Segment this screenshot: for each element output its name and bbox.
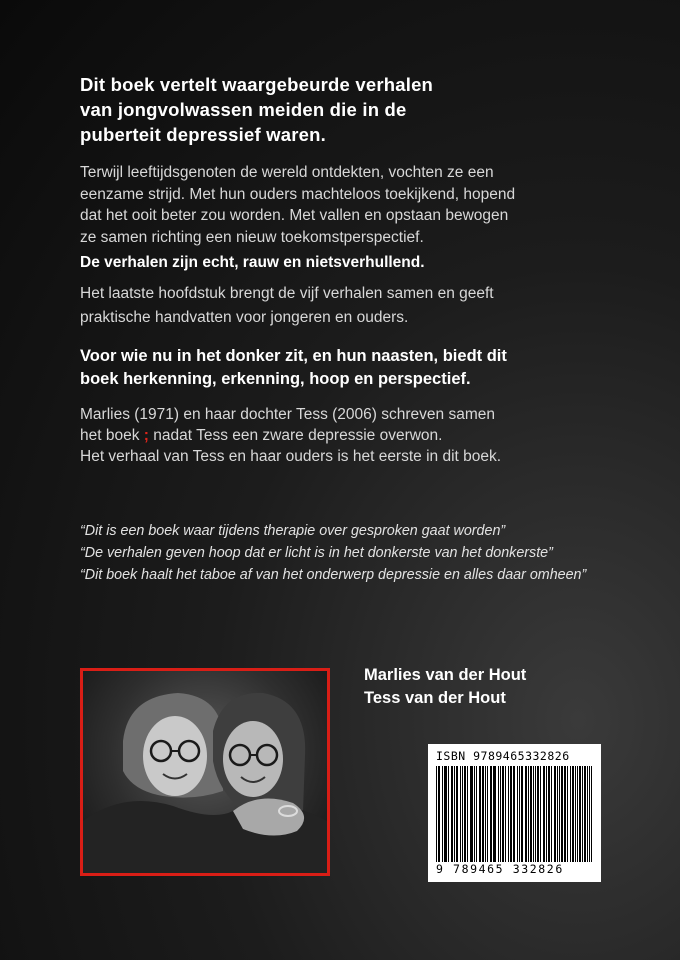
barcode-bar bbox=[476, 766, 477, 862]
barcode-bar bbox=[471, 766, 472, 862]
barcode-bar bbox=[436, 766, 437, 862]
barcode-bar bbox=[565, 766, 566, 862]
barcode-bar bbox=[500, 766, 501, 862]
barcode-bar bbox=[517, 766, 518, 862]
barcode-bar bbox=[557, 766, 558, 862]
barcode-bar bbox=[526, 766, 527, 862]
barcode-bar bbox=[546, 766, 547, 862]
author-photo bbox=[80, 668, 330, 876]
back-cover-intro bbox=[80, 72, 600, 147]
barcode-bar bbox=[472, 766, 473, 862]
barcode-bar bbox=[446, 766, 447, 862]
barcode-bar bbox=[519, 766, 520, 862]
barcode-bar bbox=[562, 766, 563, 862]
paragraph-line: Terwijl leeftijdsgenoten de wereld ontdekten, vochten ze een bbox=[80, 164, 494, 181]
paragraph-line: ze samen richting een nieuw toekomstperspectief. bbox=[80, 228, 424, 246]
semicolon-mark: ; bbox=[143, 427, 149, 444]
author-name: Tess van der Hout bbox=[364, 689, 506, 707]
intro-line: puberteit depressief waren. bbox=[80, 124, 326, 145]
barcode-bar bbox=[485, 766, 486, 862]
authors-bio-paragraph bbox=[80, 404, 600, 467]
barcode-bar bbox=[439, 766, 440, 862]
barcode-bar bbox=[528, 766, 529, 862]
paragraph-line: Het verhaal van Tess en haar ouders is het eerste in dit boek. bbox=[80, 448, 502, 465]
barcode-bar bbox=[508, 766, 509, 862]
barcode-bar bbox=[549, 766, 550, 862]
paragraph-line: dat het ooit beter zou worden. Met vallen en opstaan bewogen bbox=[80, 207, 509, 224]
barcode-bar bbox=[457, 766, 458, 862]
barcode-bar bbox=[490, 766, 491, 862]
review-quotes bbox=[80, 520, 640, 586]
review-quote: “Dit is een boek waar tijdens therapie over gesproken gaat worden” bbox=[80, 523, 506, 539]
barcode-bar bbox=[442, 766, 443, 862]
barcode-bar bbox=[502, 766, 503, 862]
barcode-bar bbox=[561, 766, 562, 862]
barcode-bar bbox=[538, 766, 539, 862]
barcode-bar bbox=[580, 766, 581, 862]
barcode-bar bbox=[444, 766, 445, 862]
barcode-bar bbox=[587, 766, 588, 862]
text-span: nadat Tess een zware depressie overwon. bbox=[148, 427, 443, 444]
barcode-bar bbox=[533, 766, 534, 862]
barcode-bar bbox=[567, 766, 568, 862]
last-chapter-paragraph bbox=[80, 282, 600, 330]
barcode-bar bbox=[537, 766, 538, 862]
barcode-bar bbox=[521, 766, 522, 862]
barcode-bar bbox=[480, 766, 481, 862]
author-photo-illustration bbox=[83, 671, 327, 873]
barcode-bar bbox=[585, 766, 586, 862]
barcode-bar bbox=[479, 766, 480, 862]
review-quote: “De verhalen geven hoop dat er licht is in het donkerste van het donkerste” bbox=[80, 545, 553, 561]
barcode-bar bbox=[510, 766, 511, 862]
paragraph-line bbox=[80, 425, 600, 446]
barcode-bar bbox=[530, 766, 531, 862]
barcode-bar bbox=[573, 766, 574, 862]
barcode-bar bbox=[551, 766, 552, 862]
barcode-bar bbox=[491, 766, 492, 862]
barcode-bar bbox=[522, 766, 523, 862]
barcode-bar bbox=[438, 766, 439, 862]
barcode-bar bbox=[582, 766, 583, 862]
barcode-bar bbox=[572, 766, 573, 862]
paragraph-line: Marlies (1971) en haar dochter Tess (2006) schreven samen bbox=[80, 406, 495, 423]
intro-line: Dit boek vertelt waargebeurde verhalen bbox=[80, 74, 434, 95]
barcode-bar bbox=[591, 766, 592, 862]
emphasis-statement: De verhalen zijn echt, rauw en nietsverhullend. bbox=[80, 254, 425, 271]
barcode-bar bbox=[456, 766, 457, 862]
paragraph-line: eenzame strijd. Met hun ouders machteloos toekijkend, hopend bbox=[80, 185, 516, 203]
barcode-bar bbox=[570, 766, 571, 862]
barcode-bar bbox=[511, 766, 512, 862]
barcode-bar bbox=[467, 766, 468, 862]
barcode-bar bbox=[555, 766, 556, 862]
barcode-bar bbox=[454, 766, 455, 862]
isbn-barcode bbox=[428, 744, 601, 882]
barcode-bar bbox=[495, 766, 496, 862]
barcode-bar bbox=[464, 766, 465, 862]
barcode-bar bbox=[513, 766, 514, 862]
author-names bbox=[364, 664, 526, 710]
statement-line: Voor wie nu in het donker zit, en hun naasten, biedt dit bbox=[80, 347, 507, 365]
barcode-bar bbox=[554, 766, 555, 862]
barcode-bars bbox=[436, 766, 593, 862]
barcode-bar bbox=[460, 766, 461, 862]
barcode-bar bbox=[505, 766, 506, 862]
barcode-bar bbox=[540, 766, 541, 862]
barcode-bar bbox=[575, 766, 576, 862]
text-span: het boek bbox=[80, 427, 144, 444]
paragraph-line: praktische handvatten voor jongeren en ouders. bbox=[80, 309, 409, 326]
barcode-bar bbox=[465, 766, 466, 862]
barcode-bar bbox=[564, 766, 565, 862]
barcode-bar bbox=[470, 766, 471, 862]
barcode-bar bbox=[448, 766, 449, 862]
author-name: Marlies van der Hout bbox=[364, 666, 527, 684]
barcode-bar bbox=[548, 766, 549, 862]
barcode-bar bbox=[451, 766, 452, 862]
barcode-bar bbox=[514, 766, 515, 862]
barcode-number: 9 789465 332826 bbox=[436, 862, 564, 876]
barcode-bar bbox=[452, 766, 453, 862]
statement-line: boek herkenning, erkenning, hoop en perspectief. bbox=[80, 370, 471, 388]
barcode-bar bbox=[462, 766, 463, 862]
barcode-bar bbox=[498, 766, 499, 862]
barcode-bar bbox=[445, 766, 446, 862]
barcode-bar bbox=[482, 766, 483, 862]
barcode-bar bbox=[589, 766, 590, 862]
barcode-bar bbox=[584, 766, 585, 862]
isbn-label: ISBN 9789465332826 bbox=[436, 749, 570, 763]
review-quote: “Dit boek haalt het taboe af van het onderwerp depressie en alles daar omheen” bbox=[80, 567, 587, 583]
barcode-bar bbox=[579, 766, 580, 862]
barcode-bar bbox=[577, 766, 578, 862]
barcode-bar bbox=[535, 766, 536, 862]
barcode-bar bbox=[543, 766, 544, 862]
barcode-bar bbox=[559, 766, 560, 862]
barcode-bar bbox=[487, 766, 488, 862]
paragraph-line: Het laatste hoofdstuk brengt de vijf verhalen samen en geeft bbox=[80, 285, 494, 302]
barcode-bar bbox=[525, 766, 526, 862]
barcode-bar bbox=[544, 766, 545, 862]
barcode-bar bbox=[531, 766, 532, 862]
intro-line: van jongvolwassen meiden die in de bbox=[80, 99, 407, 120]
barcode-bar bbox=[503, 766, 504, 862]
barcode-bar bbox=[474, 766, 475, 862]
barcode-bar bbox=[494, 766, 495, 862]
audience-statement bbox=[80, 345, 600, 391]
barcode-bar bbox=[493, 766, 494, 862]
barcode-bar bbox=[483, 766, 484, 862]
description-paragraph bbox=[80, 162, 600, 248]
